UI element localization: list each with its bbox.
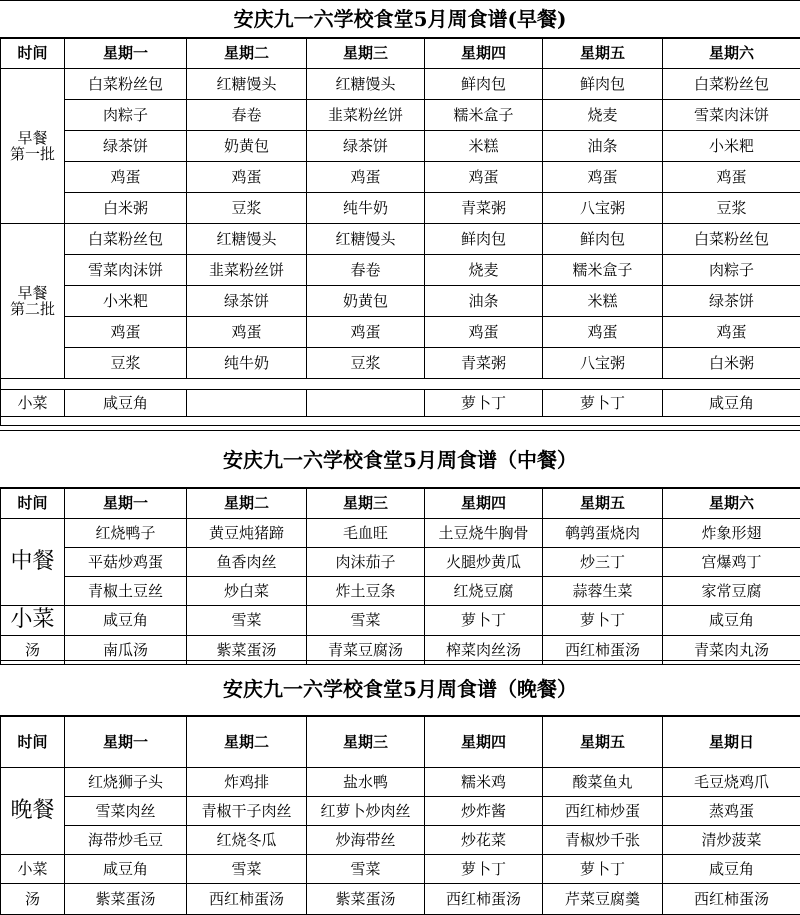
dish-row [1,255,800,286]
spacer-cell [1,417,800,426]
dish-cell: 红糖馒头 [187,69,307,100]
dish-cell: 豆浆 [663,193,800,224]
dish-cell: 鸡蛋 [543,162,663,193]
dish-cell: 西红柿蛋汤 [425,884,543,915]
dish-cell: 毛豆烧鸡爪 [663,768,800,797]
dish-cell: 宫爆鸡丁 [663,548,800,577]
dish-cell: 奶黄包 [307,286,425,317]
dish-cell: 鹌鹑蛋烧肉 [543,519,663,548]
dish-cell: 咸豆角 [65,390,187,417]
dish-cell: 红糖馒头 [307,224,425,255]
day-header: 星期二 [187,489,307,519]
dish-cell: 烧麦 [425,255,543,286]
dish-cell: 白菜粉丝包 [663,69,800,100]
dish-cell: 雪菜肉沫饼 [65,255,187,286]
dish-cell: 萝卜丁 [543,606,663,636]
dish-cell: 海带炒毛豆 [65,826,187,855]
dish-cell: 白菜粉丝包 [65,224,187,255]
dish-cell: 咸豆角 [65,606,187,636]
dish-cell: 雪菜 [307,606,425,636]
dish-cell: 鲜肉包 [425,69,543,100]
dish-row [1,286,800,317]
dish-cell: 毛血旺 [307,519,425,548]
dish-cell: 雪菜 [307,855,425,884]
dish-cell: 奶黄包 [187,131,307,162]
side-dish-label: 小菜 [1,606,65,636]
dish-cell: 肉粽子 [65,100,187,131]
dish-row [1,317,800,348]
dish-cell: 鸡蛋 [65,317,187,348]
dish-cell: 糯米盒子 [425,100,543,131]
side-dish-label-row [1,606,800,636]
dish-row [1,193,800,224]
dish-cell: 红烧狮子头 [65,768,187,797]
dish-cell: 八宝粥 [543,348,663,379]
dish-cell: 绿茶饼 [663,286,800,317]
dish-cell: 鲜肉包 [543,69,663,100]
dish-cell: 鸡蛋 [663,317,800,348]
dish-cell: 咸豆角 [663,390,800,417]
dish-cell: 紫菜蛋汤 [307,884,425,915]
dish-row [1,797,800,826]
dish-cell: 白菜粉丝包 [65,69,187,100]
dish-row [1,768,800,797]
dish-cell: 南瓜汤 [65,636,187,665]
dish-cell: 米糕 [543,286,663,317]
dish-cell: 糯米盒子 [543,255,663,286]
dish-row [1,577,800,606]
dish-cell [307,390,425,417]
dish-cell: 咸豆角 [663,855,800,884]
dish-cell: 鸡蛋 [187,162,307,193]
dish-cell: 八宝粥 [543,193,663,224]
dish-cell: 雪菜肉沫饼 [663,100,800,131]
dish-cell: 豆浆 [65,348,187,379]
dish-cell: 雪菜肉丝 [65,797,187,826]
day-header: 星期四 [425,489,543,519]
lunch-label: 中餐 [1,519,65,606]
soup-label-row [1,884,800,915]
dish-row [1,69,800,100]
spacer-row [1,417,800,426]
dish-cell: 红烧冬瓜 [187,826,307,855]
header-row [1,489,800,519]
day-header: 星期五 [543,717,663,768]
dish-cell: 清炒菠菜 [663,826,800,855]
dish-cell: 红烧豆腐 [425,577,543,606]
dish-cell: 炸鸡排 [187,768,307,797]
dish-cell: 青菜粥 [425,193,543,224]
dish-cell: 酸菜鱼丸 [543,768,663,797]
header-row [1,717,800,768]
dish-cell: 萝卜丁 [543,390,663,417]
dish-cell [187,390,307,417]
dinner-label: 晚餐 [1,768,65,855]
dish-cell: 鸡蛋 [187,317,307,348]
batch2-label: 早餐 第二批 [1,224,65,379]
dish-cell: 萝卜丁 [543,855,663,884]
dish-cell: 蒸鸡蛋 [663,797,800,826]
dish-cell: 蒜蓉生菜 [543,577,663,606]
soup-label: 汤 [1,884,65,915]
dish-cell: 绿茶饼 [187,286,307,317]
dish-row [1,100,800,131]
lunch-table [0,488,800,665]
day-header: 星期五 [543,489,663,519]
dish-cell: 芹菜豆腐羹 [543,884,663,915]
dish-cell: 青菜豆腐汤 [307,636,425,665]
dish-cell: 炒三丁 [543,548,663,577]
dish-cell: 鱼香肉丝 [187,548,307,577]
dish-cell: 青椒土豆丝 [65,577,187,606]
dish-cell: 西红柿蛋汤 [543,636,663,665]
dish-cell: 黄豆炖猪蹄 [187,519,307,548]
day-header: 星期一 [65,39,187,69]
side-dish-label-row [1,390,800,417]
dish-cell: 红糖馒头 [187,224,307,255]
day-header: 星期一 [65,717,187,768]
dish-cell: 炸象形翅 [663,519,800,548]
side-dish-label: 小菜 [1,855,65,884]
dish-cell: 鸡蛋 [307,162,425,193]
spacer-cell [1,379,800,390]
dish-cell: 豆浆 [307,348,425,379]
dish-cell: 青椒炒千张 [543,826,663,855]
time-header: 时间 [1,717,65,768]
dish-cell: 烧麦 [543,100,663,131]
dish-row [1,826,800,855]
dish-cell: 西红柿炒蛋 [543,797,663,826]
dish-cell: 小米粑 [65,286,187,317]
dish-cell: 炒白菜 [187,577,307,606]
dish-cell: 绿茶饼 [307,131,425,162]
dish-cell: 韭菜粉丝饼 [307,100,425,131]
dish-cell: 油条 [543,131,663,162]
time-header: 时间 [1,489,65,519]
dish-cell: 雪菜 [187,855,307,884]
batch1-label: 早餐 第一批 [1,69,65,224]
dish-cell: 鲜肉包 [425,224,543,255]
dish-cell: 肉沫茄子 [307,548,425,577]
dish-cell: 鸡蛋 [307,317,425,348]
day-header: 星期日 [663,717,800,768]
dish-cell: 白米粥 [65,193,187,224]
time-header: 时间 [1,39,65,69]
day-header: 星期六 [663,489,800,519]
dish-cell: 红烧鸭子 [65,519,187,548]
day-header: 星期三 [307,489,425,519]
dish-cell: 西红柿蛋汤 [663,884,800,915]
lunch-title: 安庆九一六学校食堂5月周食谱（中餐） [0,430,800,488]
dish-row [1,224,800,255]
dish-row [1,548,800,577]
dish-row [1,519,800,548]
day-header: 星期一 [65,489,187,519]
dish-cell: 榨菜肉丝汤 [425,636,543,665]
dish-cell: 盐水鸭 [307,768,425,797]
day-header: 星期四 [425,39,543,69]
dish-cell: 青椒干子肉丝 [187,797,307,826]
day-header: 星期四 [425,717,543,768]
dish-cell: 土豆烧牛胸骨 [425,519,543,548]
dish-cell: 炒花菜 [425,826,543,855]
dish-cell: 白米粥 [663,348,800,379]
dish-cell: 米糕 [425,131,543,162]
spacer-row [1,379,800,390]
breakfast-table [0,38,800,426]
day-header: 星期五 [543,39,663,69]
dish-cell: 炸土豆条 [307,577,425,606]
dish-cell: 咸豆角 [65,855,187,884]
dish-cell: 鸡蛋 [663,162,800,193]
dish-cell: 小米粑 [663,131,800,162]
dish-cell: 油条 [425,286,543,317]
dish-cell: 萝卜丁 [425,855,543,884]
dish-cell: 雪菜 [187,606,307,636]
dish-cell: 平菇炒鸡蛋 [65,548,187,577]
side-dish-label-row [1,855,800,884]
dish-cell: 青菜肉丸汤 [663,636,800,665]
dish-cell: 萝卜丁 [425,390,543,417]
dish-cell: 火腿炒黄瓜 [425,548,543,577]
dish-cell: 鲜肉包 [543,224,663,255]
dinner-title: 安庆九一六学校食堂5月周食谱（晚餐） [0,660,800,716]
dish-cell: 豆浆 [187,193,307,224]
dish-cell: 红糖馒头 [307,69,425,100]
dish-cell: 纯牛奶 [187,348,307,379]
dish-cell: 紫菜蛋汤 [65,884,187,915]
dish-cell: 家常豆腐 [663,577,800,606]
day-header: 星期三 [307,717,425,768]
dish-cell: 绿茶饼 [65,131,187,162]
day-header: 星期二 [187,39,307,69]
dish-cell: 白菜粉丝包 [663,224,800,255]
dish-cell: 红萝卜炒肉丝 [307,797,425,826]
dish-cell: 咸豆角 [663,606,800,636]
dish-row [1,162,800,193]
dish-cell: 纯牛奶 [307,193,425,224]
dish-cell: 青菜粥 [425,348,543,379]
dish-cell: 肉粽子 [663,255,800,286]
dish-cell: 鸡蛋 [543,317,663,348]
dish-cell: 紫菜蛋汤 [187,636,307,665]
dinner-table [0,716,800,915]
day-header: 星期三 [307,39,425,69]
dish-cell: 鸡蛋 [425,317,543,348]
dish-row [1,348,800,379]
breakfast-title: 安庆九一六学校食堂5月周食谱(早餐) [0,0,800,38]
dish-row [1,131,800,162]
dish-cell: 春卷 [307,255,425,286]
dish-cell: 糯米鸡 [425,768,543,797]
dish-cell: 炒炸酱 [425,797,543,826]
dish-cell: 炒海带丝 [307,826,425,855]
day-header: 星期六 [663,39,800,69]
dish-cell: 鸡蛋 [65,162,187,193]
soup-label: 汤 [1,636,65,665]
dish-cell: 萝卜丁 [425,606,543,636]
day-header: 星期二 [187,717,307,768]
header-row [1,39,800,69]
dish-cell: 西红柿蛋汤 [187,884,307,915]
dish-cell: 韭菜粉丝饼 [187,255,307,286]
dish-cell: 鸡蛋 [425,162,543,193]
side-dish-label: 小菜 [1,390,65,417]
dish-cell: 春卷 [187,100,307,131]
